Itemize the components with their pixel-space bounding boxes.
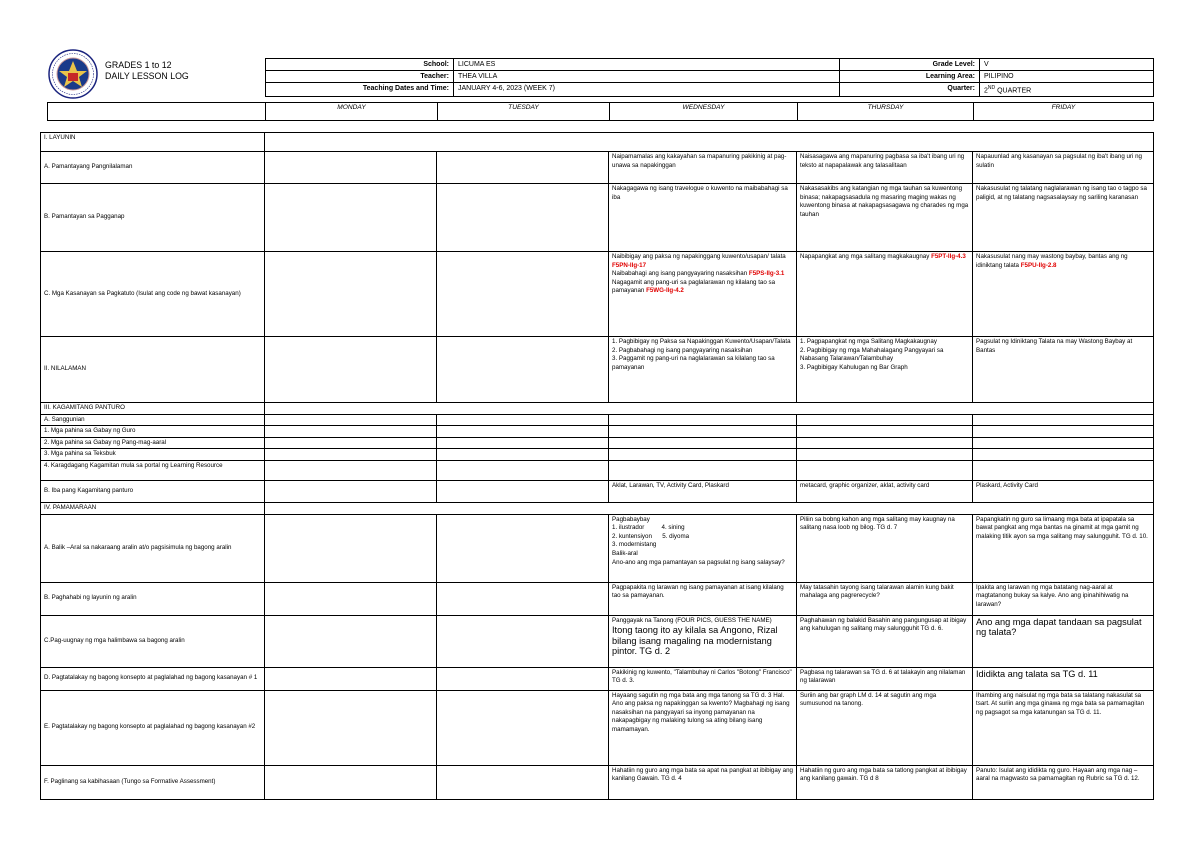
quarter-num: 2 [984,87,988,95]
cell-nil-tue [437,337,609,403]
cell-ibapa-tue [437,480,609,502]
log-title [105,60,189,82]
cell-s2-wed [609,437,797,449]
cell-sang-thu [797,414,973,426]
teacher-label: Teacher: [266,71,454,83]
dates-label: Teaching Dates and Time: [266,83,454,97]
grade-label: Grade Level: [840,59,980,71]
cell-pe-tue [437,690,609,765]
cell-s4-tue [437,460,609,480]
dates-value: JANUARY 4-6, 2023 (WEEK 7) [454,83,840,97]
cell-nil-mon [265,337,437,403]
quarter-label: Quarter: [840,83,980,97]
kagamitan-heading: III. KAGAMITANG PANTURO [41,403,265,415]
sanggunian-label: A. Sanggunian [41,414,265,426]
cell-b-fri: Nakasusulat ng talatang naglalarawan ng isang tao o tagpo sa paligid, at ng talatang nagsasalaysay ng sariling karanasan [973,184,1154,252]
cell-ibapa-thu: metacard, graphic organizer, aklat, activity card [797,480,973,502]
row-label-kasanayan-sa-pagkatuto: C. Mga Kasanayan sa Pagkatuto (Isulat ang code ng bawat kasanayan) [41,252,265,337]
cell-nil-thu: 1. Pagpapangkat ng mga Salitang Magkakaugnay 2. Pagbibigay ng mga Mahahalagang Pangyayari sa Nabasang Talarawan/Talambuhay 3. Pagbibigay Kahulugan ng Bar Graph [797,337,973,403]
grade-value: V [980,59,1154,71]
s1-label: 1. Mga pahina sa Gabay ng Guro [41,426,265,438]
cell-a-thu: Naisasagawa ang mapanuring pagbasa sa iba't ibang uri ng teksto at napapalawak ang talasalitaan [797,152,973,184]
row-label-pagtatalakay-1: D. Pagtatalakay ng bagong konsepto at paglalahad ng bagong kasanayan # 1 [41,667,265,690]
lesson-log-table [40,132,1154,800]
cell-pe-wed: Hayaang sagutin ng mga bata ang mga tanong sa TG d. 3 Hal. Ano ang paksa ng napakinggan sa kwento? Magbahagi ng isang nasaksihan na pangyayari sa inyong pamayanan na nakapagbigay ng malaking tulong sa ating bilang isang mamamayan. [609,690,797,765]
cell-pa-mon [265,514,437,582]
cell-pd-tue [437,667,609,690]
cell-s2-tue [437,437,609,449]
title-grades: GRADES 1 to 12 [105,60,172,70]
cell-s4-mon [265,460,437,480]
cell-ibapa-fri: Plaskard, Activity Card [973,480,1154,502]
cell-pe-fri: Ihambing ang naisulat ng mga bata sa talatang nakasulat sa tsart. At suriin ang mga ginawa ng mga bata sa pamamagitan ng pagsagot sa mga katanungan sa TG d. 11. [973,690,1154,765]
cell-pd-wed: Pakikinig ng kuwento, "Talambuhay ni Carlos "Botong" Francisco" TG d. 3. [609,667,797,690]
cell-nil-fri: Pagsulat ng Idiniktang Talata na may Wastong Baybay at Bantas [973,337,1154,403]
cell-pf-tue [437,765,609,799]
cell-sang-fri [973,414,1154,426]
s2-label: 2. Mga pahina sa Gabay ng Pang-mag-aaral [41,437,265,449]
cell-s4-fri [973,460,1154,480]
c-wed-code-3: F5WG-IIg-4.2 [646,287,684,295]
pa-wed-line-1: Pagbabaybay [612,515,650,523]
pc-wed-line-2: Itong taong ito ay kilala sa Angono, Rizal bilang isang magaling na modernistang pintor. TG d. 2 [612,625,778,656]
cell-pa-fri: Papangkatin ng guro sa limaang mga bata at ipapatala sa bawat pangkat ang mga bantas na ginamit at mga gamit ng malaking titik ayon sa mga salitang may salungguhit. TG d. 10. [973,514,1154,582]
school-label: School: [266,59,454,71]
cell-pc-tue [437,615,609,667]
cell-pa-tue [437,514,609,582]
cell-pb-tue [437,582,609,615]
cell-pc-wed [609,615,797,667]
cell-s3-tue [437,449,609,461]
cell-pe-mon [265,690,437,765]
c-fri-text-1: Nakasusulat nang may wastong baybay, bantas ang ng idiniktang talata [976,253,1128,269]
cell-pc-fri: Ano ang mga dapat tandaan sa pagsulat ng talata? [973,615,1154,667]
cell-pb-fri: Ipakita ang larawan ng mga batatang nag-aaral at magtatanong bukay sa kalye. Ano ang ipinahihiwatig na larawan? [973,582,1154,615]
layunin-span [265,133,1154,152]
cell-ibapa-wed: Aklat, Larawan, TV, Activity Card, Plaskard [609,480,797,502]
row-label-paghahabi: B. Paghahabi ng layunin ng aralin [41,582,265,615]
cell-pd-fri: Ididikta ang talata sa TG d. 11 [973,667,1154,690]
cell-pe-thu: Suriin ang bar graph LM d. 14 at sagutin ang mga sumusunod na tanong. [797,690,973,765]
c-wed-text-1: Naibibigay ang paksa ng napakinggang kuwento/usapan/ talata [612,253,786,260]
cell-pa-thu: Piliin sa bobng kahon ang mga salitang may kaugnay na salitang nasa loob ng bilog. TG d. 7 [797,514,973,582]
cell-a-mon [265,152,437,184]
layunin-heading: I. LAYUNIN [41,133,265,152]
cell-b-thu: Nakasasakibs ang katangian ng mga tauhan sa kuwentong binasa; nakapagsasadula ng masaring maging wakas ng kuwentong binasa at nakapagsasagawa ng charades ng mga tauhan [797,184,973,252]
day-wednesday: WEDNESDAY [610,103,798,121]
pc-wed-line-1: Panggayak na Tanong (FOUR PICS, GUESS THE NAME) [612,616,772,624]
cell-b-tue [437,184,609,252]
day-friday: FRIDAY [974,103,1154,121]
cell-b-mon [265,184,437,252]
cell-pf-thu: Hahatiin ng guro ang mga bata sa tatlong pangkat at ibibigay ang kanilang gawain. TG d 8 [797,765,973,799]
cell-c-wed [609,252,797,337]
cell-s1-mon [265,426,437,438]
cell-c-tue [437,252,609,337]
cell-pd-mon [265,667,437,690]
school-value: LICUMA ES [454,59,840,71]
cell-nil-wed: 1. Pagbibigay ng Paksa sa Napakinggan Kuwento/Usapan/Talata 2. Pagbabahagi ng isang pangyayaring nasaksihan 3. Paggamit ng pang-uri na naglalarawan sa kilalang tao sa pamayanan [609,337,797,403]
c-wed-text-2: Naibabahagi ang isang pangyayaring nasaksihan [612,270,749,278]
cell-s1-wed [609,426,797,438]
cell-b-wed: Nakagagawa ng isang travelogue o kuwento na maibabahagi sa iba [609,184,797,252]
cell-pf-mon [265,765,437,799]
pa-wed-line-3: 2. kuntensiyon 5. diyoma [612,532,690,540]
cell-sang-tue [437,414,609,426]
row-label-pamantayan-sa-pagganap: B. Pamantayan sa Pagganap [41,184,265,252]
cell-a-tue [437,152,609,184]
day-thursday: THURSDAY [798,103,974,121]
cell-s2-mon [265,437,437,449]
cell-pf-fri: Panuto: Isulat ang ididikta ng guro. Hayaan ang mga nag –aaral na magwasto sa pamamagitan ng Rubric sa TG d. 12. [973,765,1154,799]
cell-a-fri: Napauunlad ang kasanayan sa pagsulat ng iba't ibang uri ng sulatin [973,152,1154,184]
c-fri-code-1: F5PU-IIg-2.8 [1020,261,1057,269]
cell-s1-tue [437,426,609,438]
day-header-table [47,102,1154,121]
cell-pd-thu: Pagbasa ng talarawan sa TG d. 6 at talakayin ang nilalaman ng talarawan [797,667,973,690]
quarter-value [980,83,1154,97]
cell-pf-wed: Hahatiin ng guro ang mga bata sa apat na pangkat at ibibigay ang kanilang Gawain. TG d. 4 [609,765,797,799]
title-daily-lesson-log: DAILY LESSON LOG [105,71,189,81]
row-label-pag-uugnay: C.Pag-uugnay ng mga halimbawa sa bagong aralin [41,615,265,667]
c-thu-code-1: F5PT-IIg-4.3 [931,253,966,260]
teacher-value: THEA VILLA [454,71,840,83]
cell-c-mon [265,252,437,337]
cell-s3-fri [973,449,1154,461]
header-info-table [265,58,1154,97]
c-wed-code-1: F5PN-IIg-17 [612,261,647,269]
row-label-paglinang: F. Paglinang sa kabihasaan (Tungo sa Formative Assessment) [41,765,265,799]
day-monday: MONDAY [266,103,438,121]
quarter-word: QUARTER [995,87,1032,95]
cell-s1-fri [973,426,1154,438]
area-label: Learning Area: [840,71,980,83]
cell-s2-fri [973,437,1154,449]
area-value: PILIPINO [980,71,1154,83]
cell-sang-wed [609,414,797,426]
ibapa-label: B. Iba pang Kagamitang panturo [41,480,265,502]
cell-pc-thu: Paghahawan ng balakid Basahin ang pangungusap at ibigay ang kahulugan ng salitang may salungguhit TG d. 6. [797,615,973,667]
pa-wed-line-6: Ano-ano ang mga pamantayan sa pagsulat ng isang salaysay? [612,558,785,566]
cell-sang-mon [265,414,437,426]
kagamitan-span [265,403,1154,415]
row-label-pagtatalakay-2: E. Pagtatalakay ng bagong konsepto at paglalahad ng bagong kasanayan #2 [41,690,265,765]
cell-s3-wed [609,449,797,461]
pa-wed-line-2: 1. ilustrador 4. sining [612,524,685,532]
cell-pc-mon [265,615,437,667]
deped-seal [48,49,98,99]
cell-s4-wed [609,460,797,480]
c-thu-text-1: Napapangkat ang mga salitang magkakaugnay [800,253,932,260]
row-label-nilalaman: II. NILALAMAN [41,337,265,403]
s4-label: 4. Karagdagang Kagamitan mula sa portal ng Learning Resource [41,460,265,480]
day-tuesday: TUESDAY [438,103,610,121]
cell-pb-mon [265,582,437,615]
row-label-balik-aral: A. Balik –Aral sa nakaraang aralin at/o pagsisimula ng bagong aralin [41,514,265,582]
cell-s2-thu [797,437,973,449]
cell-s3-mon [265,449,437,461]
cell-c-fri [973,252,1154,337]
cell-s1-thu [797,426,973,438]
cell-pb-thu: May tatasahin tayong isang talarawan alamin kung bakit mahalaga ang pagrerecycle? [797,582,973,615]
pa-wed-line-4: 3. modernistang [612,541,657,549]
cell-s3-thu [797,449,973,461]
cell-c-thu [797,252,973,337]
pamamaraan-span [265,502,1154,514]
cell-ibapa-mon [265,480,437,502]
s3-label: 3. Mga pahina sa Teksbuk [41,449,265,461]
quarter-sup: ND [987,85,996,91]
pa-wed-line-5: Balik-aral [612,549,638,557]
cell-s4-thu [797,460,973,480]
row-label-pamantayang-pangnilalaman: A. Pamantayang Pangnilalaman [41,152,265,184]
c-wed-text-3: Nagagamit ang pang-uri sa paglalarawan ng kilalang tao sa pamayanan [612,278,776,295]
pamamaraan-heading: IV. PAMAMARAAN [41,502,265,514]
cell-a-wed: Naipamamalas ang kakayahan sa mapanuring pakikinig at pag-unawa sa napakinggan [609,152,797,184]
day-header-blank [48,103,266,121]
c-wed-code-2: F5PS-IIg-3.1 [748,270,785,278]
cell-pb-wed: Pagpapakita ng larawan ng isang pamayanan at isang kilalang tao sa pamayanan. [609,582,797,615]
cell-pa-wed [609,514,797,582]
